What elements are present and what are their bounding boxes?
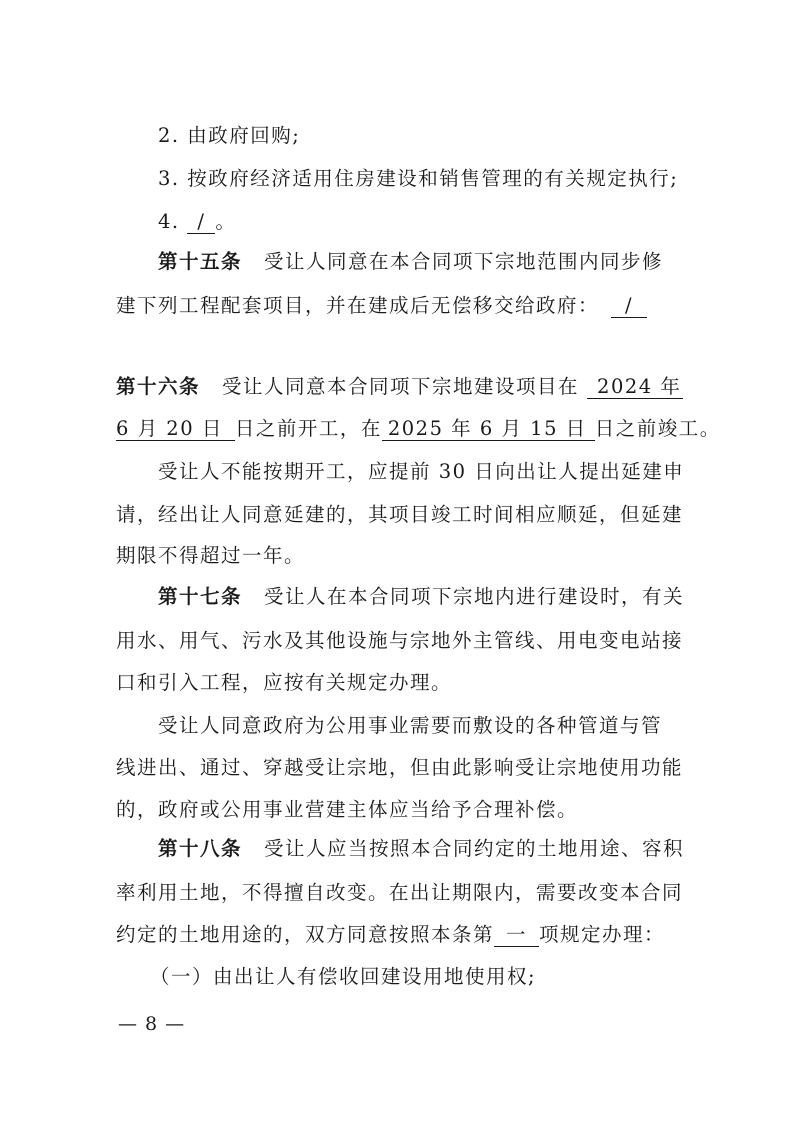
underlined-date: 6 月 20 日 [116,418,235,441]
item-3-line [158,166,678,192]
line-text: （一）由出让人有偿收回建设用地使用权; [150,965,537,988]
line-text: 2. 由政府回购; [158,124,301,147]
line-text: 受让人同意本合同项下宗地建设项目在 [222,375,580,398]
article-heading: 第十七条 [158,585,243,608]
article-15-line-2 [116,293,647,319]
article-17-para-line-3 [116,797,578,823]
article-17-para-line-1 [158,713,662,739]
article-16-para-line-2 [116,502,683,528]
article-17-line-2 [116,628,683,654]
article-17-line-3 [116,670,452,696]
article-heading: 第十六条 [116,375,201,398]
line-text: 请，经出让人同意延建的，其项目竣工时间相应顺延，但延建 [116,503,684,526]
line-text: 受让人同意在本合同项下宗地范围内同步修 [264,250,664,273]
article-heading: 第十五条 [158,250,243,273]
article-16-line-2 [116,416,721,442]
article-17-line-1 [158,584,684,610]
line-text: 日之前开工，在 [234,417,382,440]
line-text: 率利用土地，不得擅自改变。在出让期限内，需要改变本合同 [116,881,684,904]
article-18-line-3 [116,922,665,948]
item-2-line [158,123,300,149]
line-text: 口和引入工程，应按有关规定办理。 [116,671,453,694]
underlined-date: 2025 年 6 月 15 日 [382,418,595,441]
line-text: 约定的土地用途的，双方同意按照本条第 [116,923,495,946]
line-text: 项规定办理： [539,923,666,946]
article-heading: 第十八条 [158,837,243,860]
article-16-line-1 [116,374,683,400]
line-text: 建下列工程配套项目，并在建成后无偿移交给政府： [116,294,600,317]
article-16-para-line-1 [158,459,684,485]
article-18-line-1 [158,836,684,862]
line-text: 受让人应当按照本合同约定的土地用途、容积 [264,837,685,860]
page-number: — 8 — [118,1013,186,1035]
line-text: 日之前竣工。 [594,417,721,440]
underlined-date: 2024 年 [587,376,683,399]
line-text: 期限不得超过一年。 [116,544,306,567]
line-text: 受让人不能按期开工，应提前 30 日向出让人提出延建申 [158,460,685,483]
line-text: 受让人同意政府为公用事业需要而敷设的各种管道与管 [158,714,663,737]
line-text: 线进出、通过、穿越受让宗地，但由此影响受让宗地使用功能 [116,756,684,779]
article-15-line-1 [158,249,663,275]
underlined-blank: / [611,295,647,318]
underlined-blank: 一 [494,924,539,947]
article-17-para-line-2 [116,755,683,781]
line-text: 受让人在本合同项下宗地内进行建设时，有关 [264,585,685,608]
line-text: 用水、用气、污水及其他设施与宗地外主管线、用电变电站接 [116,629,684,652]
article-18-option-1 [150,964,536,990]
article-18-line-2 [116,880,683,906]
underlined-blank: / [187,211,215,234]
line-text: 的，政府或公用事业营建主体应当给予合理补偿。 [116,798,579,821]
article-16-para-line-3 [116,543,305,569]
item-4-line [158,209,236,235]
line-text: 4. [158,210,188,233]
line-text: 。 [215,210,237,233]
line-text: 3. 按政府经济适用住房建设和销售管理的有关规定执行; [158,167,679,190]
